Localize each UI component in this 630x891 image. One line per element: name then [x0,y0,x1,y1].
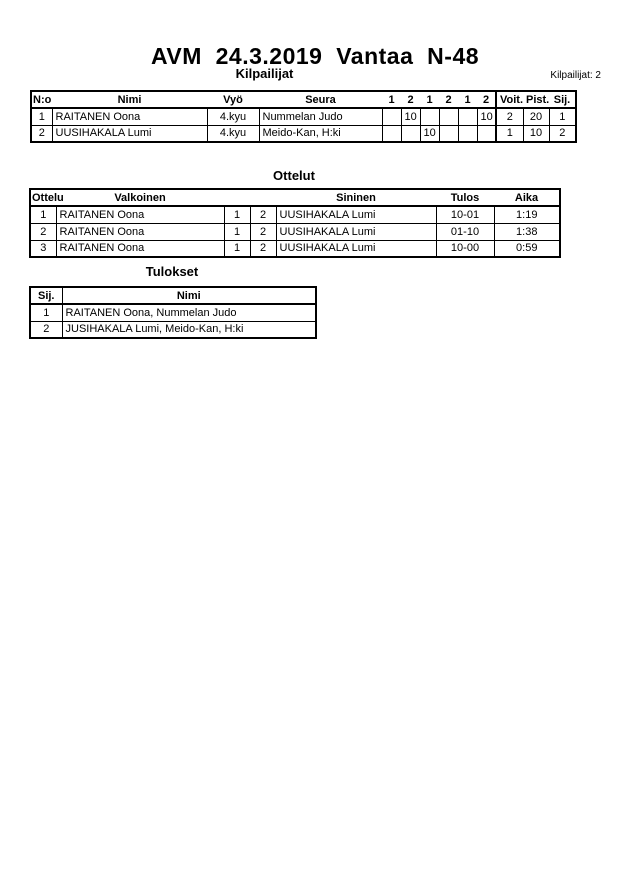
header-blank-1 [224,189,250,206]
header-nimi: Nimi [62,287,316,304]
match-row [30,223,560,240]
header-vyo: Vyö [207,91,259,108]
header-round-3: 1 [420,91,439,108]
match-time: 1:19 [494,206,560,223]
match-number: 2 [30,223,56,240]
header-no: N:o [31,91,52,108]
competitors-header-row [31,91,576,108]
competitor-row [31,108,576,125]
score-cell [458,125,477,142]
competitor-number: 2 [31,125,52,142]
competitor-belt: 4.kyu [207,108,259,125]
match-time: 0:59 [494,240,560,257]
competitor-club: Nummelan Judo [259,108,382,125]
competitors-table [30,90,577,143]
blue-number: 2 [250,223,276,240]
page-title: AVM 24.3.2019 Vantaa N-48 [150,43,480,69]
header-nimi: Nimi [52,91,207,108]
header-round-5: 1 [458,91,477,108]
score-cell [382,125,401,142]
competitor-club: Meido-Kan, H:ki [259,125,382,142]
header-sininen: Sininen [276,189,436,206]
blue-competitor: UUSIHAKALA Lumi [276,206,436,223]
score-cell: 10 [477,108,496,125]
header-ottelu: Ottelu [30,189,56,206]
header-pist: Pist. [523,91,549,108]
competitors-count-label: Kilpailijat: 2 [550,70,601,81]
score-cell [401,125,420,142]
results-header-row [30,287,316,304]
section-title-kilpailijat: Kilpailijat [235,66,294,81]
blue-competitor: UUSIHAKALA Lumi [276,223,436,240]
header-sij: Sij. [30,287,62,304]
place-value: 2 [549,125,576,142]
match-result: 10-01 [436,206,494,223]
match-row [30,240,560,257]
score-cell: 10 [401,108,420,125]
match-row [30,206,560,223]
score-cell [458,108,477,125]
white-competitor: RAITANEN Oona [56,206,224,223]
score-cell [477,125,496,142]
points-value: 20 [523,108,549,125]
header-voit: Voit. [496,91,523,108]
results-table [29,286,317,339]
matches-table [29,188,561,258]
competitor-name: RAITANEN Oona [52,108,207,125]
header-round-1: 1 [382,91,401,108]
white-competitor: RAITANEN Oona [56,223,224,240]
competitor-belt: 4.kyu [207,125,259,142]
section-title-tulokset: Tulokset [145,264,199,279]
header-valkoinen: Valkoinen [56,189,224,206]
blue-number: 2 [250,240,276,257]
wins-value: 2 [496,108,523,125]
points-value: 10 [523,125,549,142]
header-seura: Seura [259,91,382,108]
white-competitor: RAITANEN Oona [56,240,224,257]
header-blank-2 [250,189,276,206]
result-row [30,321,316,338]
competitor-name: UUSIHAKALA Lumi [52,125,207,142]
score-cell [439,125,458,142]
match-result: 01-10 [436,223,494,240]
white-number: 1 [224,240,250,257]
result-place: 2 [30,321,62,338]
place-value: 1 [549,108,576,125]
wins-value: 1 [496,125,523,142]
score-cell [382,108,401,125]
result-name: JUSIHAKALA Lumi, Meido-Kan, H:ki [62,321,316,338]
header-aika: Aika [494,189,560,206]
header-round-4: 2 [439,91,458,108]
white-number: 1 [224,206,250,223]
result-name: RAITANEN Oona, Nummelan Judo [62,304,316,321]
match-result: 10-00 [436,240,494,257]
match-time: 1:38 [494,223,560,240]
matches-header-row [30,189,560,206]
result-row [30,304,316,321]
score-cell [439,108,458,125]
header-tulos: Tulos [436,189,494,206]
white-number: 1 [224,223,250,240]
section-title-ottelut: Ottelut [273,168,315,183]
match-number: 3 [30,240,56,257]
match-number: 1 [30,206,56,223]
score-cell: 10 [420,125,439,142]
blue-competitor: UUSIHAKALA Lumi [276,240,436,257]
header-round-6: 2 [477,91,496,108]
score-cell [420,108,439,125]
blue-number: 2 [250,206,276,223]
header-sij: Sij. [549,91,576,108]
competitor-number: 1 [31,108,52,125]
header-round-2: 2 [401,91,420,108]
competitor-row [31,125,576,142]
result-place: 1 [30,304,62,321]
